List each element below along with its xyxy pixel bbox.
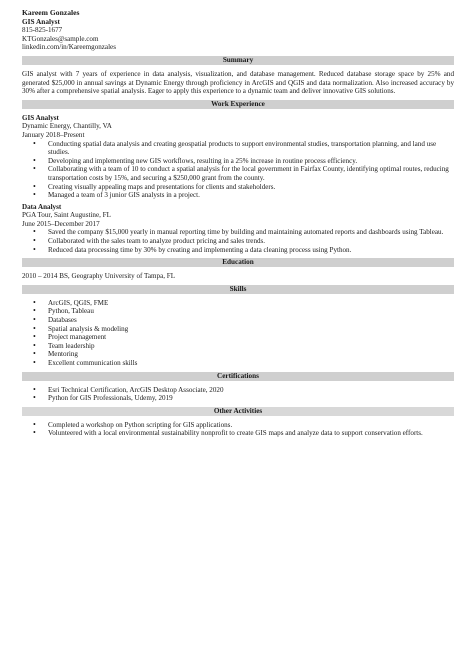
skills-list xyxy=(22,299,454,368)
phone-number: 815-825-1677 xyxy=(22,26,63,35)
certification-item: • Esri Technical Certification, ArcGIS Desktop Associate, 2020 xyxy=(22,386,454,395)
activity-item: • Volunteered with a local environmental sustainability nonprofit to create GIS maps and analyze data to support conservation efforts. xyxy=(22,429,454,438)
certification-item: • Python for GIS Professionals, Udemy, 2019 xyxy=(22,394,454,403)
certifications-list xyxy=(22,386,454,403)
job-title: GIS Analyst xyxy=(22,113,59,122)
job-bullets xyxy=(22,228,454,254)
job-bullet: • Creating visually appealing maps and presentations for clients and stakeholders. xyxy=(22,183,454,192)
contact-block xyxy=(22,9,454,52)
other-activities-heading: Other Activities xyxy=(22,407,454,416)
job-bullet: • Collaborated with the sales team to analyze product pricing and sales trends. xyxy=(22,237,454,246)
job-bullet: • Collaborating with a team of 10 to conduct a spatial analysis for the local government in Fairfax County, identifying optimal routes, reducing transportation costs by 15%, and securing a $250,000 grant from the county. xyxy=(22,165,454,182)
job-bullet: • Developing and implementing new GIS workflows, resulting in a 25% increase in routine process efficiency. xyxy=(22,157,454,166)
education-heading: Education xyxy=(22,258,454,267)
linkedin-url: linkedin.com/in/Kareemgonzales xyxy=(22,43,116,52)
job-bullet: • Conducting spatial data analysis and creating geospatial products to support environmental studies, transportation planning, and land use studies. xyxy=(22,140,454,157)
job-dates: June 2015–December 2017 xyxy=(22,219,100,228)
job-bullet: • Saved the company $15,000 yearly in manual reporting time by building and maintaining automated reports and dashboards using Tableau. xyxy=(22,228,454,237)
skill-item: • Excellent communication skills xyxy=(22,359,454,368)
certifications-heading: Certifications xyxy=(22,372,454,381)
skill-item: • Project management xyxy=(22,333,454,342)
job-company: Dynamic Energy, Chantilly, VA xyxy=(22,122,112,131)
summary-heading: Summary xyxy=(22,56,454,65)
candidate-title: GIS Analyst xyxy=(22,16,60,26)
job-company: PGA Tour, Saint Augustine, FL xyxy=(22,211,111,220)
activity-item: • Completed a workshop on Python scripting for GIS applications. xyxy=(22,421,454,430)
job-bullet: • Reduced data processing time by 30% by creating and implementing a data cleaning process using Python. xyxy=(22,246,454,255)
job-bullet: • Managed a team of 3 junior GIS analysts in a project. xyxy=(22,191,454,200)
skill-item: • Python, Tableau xyxy=(22,307,454,316)
job-entry xyxy=(22,203,454,255)
skill-item: • Mentoring xyxy=(22,350,454,359)
email-address: KTGonzales@sample.com xyxy=(22,34,99,43)
resume-page xyxy=(22,9,454,438)
job-dates: January 2018–Present xyxy=(22,130,85,139)
skill-item: • Team leadership xyxy=(22,342,454,351)
education-entry: 2010 – 2014 BS, Geography University of Tampa, FL xyxy=(22,272,176,281)
skill-item: • Databases xyxy=(22,316,454,325)
job-entry xyxy=(22,114,454,200)
skill-item: • Spatial analysis & modeling xyxy=(22,325,454,334)
candidate-name: Kareem Gonzales xyxy=(22,8,80,17)
job-title: Data Analyst xyxy=(22,202,62,211)
skill-item: • ArcGIS, QGIS, FME xyxy=(22,299,454,308)
skills-heading: Skills xyxy=(22,285,454,294)
job-bullets xyxy=(22,140,454,200)
work-experience-heading: Work Experience xyxy=(22,100,454,109)
summary-text: GIS analyst with 7 years of experience in data analysis, visualization, and database management. Reduced database storage space by 25% and generated $25,000 in annual savings at Dynamic Energy through proficiency in ArcGIS and QGIS and data normalization. Also increased accuracy by 30% after a comprehensive spatial analysis. Eager to apply this experience to a dynamic team and deliver innovative GIS solutions. xyxy=(22,69,454,96)
other-activities-list xyxy=(22,421,454,438)
